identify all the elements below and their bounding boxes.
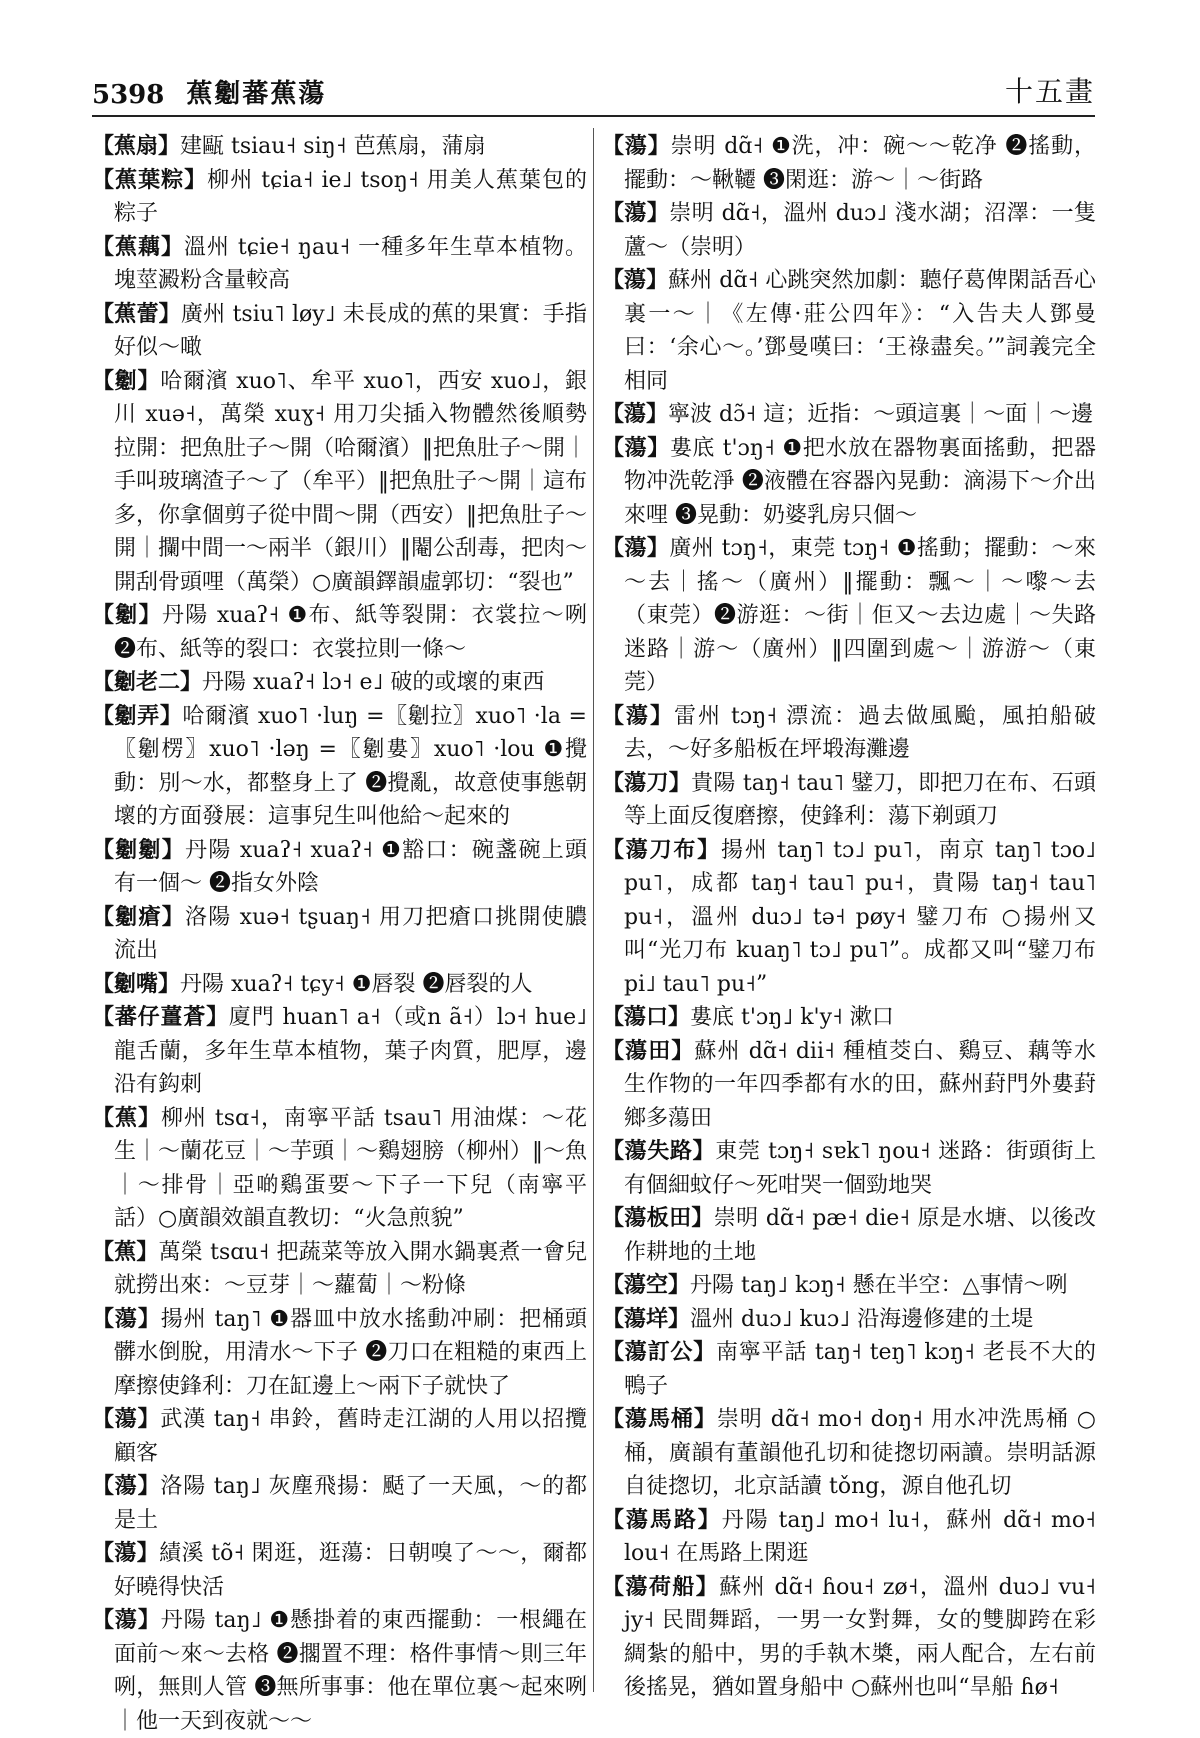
page-number: 5398 [92,80,165,110]
dictionary-entry [92,231,587,298]
dictionary-entry [92,901,587,968]
entry-headword: 【蕉藕】 [92,233,184,260]
entry-body: 丹陽 taŋ˩ ❶懸掛着的東西擺動：一根繩在面前～來～去格 ❷擱置不理：格件事情～則三年咧，無則人管 ❸無所事事：他在單位裏～起來咧｜他一天到夜就～～ [114,1608,587,1734]
dictionary-entry [92,599,587,666]
entry-headword: 【蕩垟】 [602,1305,691,1332]
entry-headword: 【蕩】 [602,133,671,159]
entry-headword: 【蕩】 [92,1305,161,1332]
entry-body: 溫州 tɕie˧ ŋau˧ 一種多年生草本植物。塊莖澱粉含量較高 [114,234,587,293]
dictionary-entry [602,1504,1096,1571]
entry-body: 哈爾濱 xuo˥、牟平 xuo˥，西安 xuo˩，銀川 xuə˧，萬榮 xuɣ˧ 用刀尖插入物體然後順勢拉開：把魚肚子～開（哈爾濱）‖把魚肚子～開｜手叫玻璃渣子～了（牟平）‖把魚肚子～開｜這布多，你拿個剪子從中間～開（西安）‖把魚肚子～開｜攔中間一～兩半（銀川）‖閹公刮毒，把肉～開刮骨頭哩（萬榮）○廣韻鐸韻虛郭切：“裂也” [114,368,588,595]
entry-body: 洛陽 taŋ˩ 灰塵飛揚：颳了一天風，～的都是土 [114,1474,587,1533]
entry-body: 柳州 tsɑ˧，南寧平話 tsau˥ 用油煤：～花生｜～蘭花豆｜～芋頭｜～鷄翅膀（柳州）‖～魚｜～排骨｜亞啲鷄蛋要～下子一下兒（南寧平話）○廣韻效韻直教切：“火急煎貌” [114,1105,588,1231]
page-header [92,60,1095,110]
entry-body: 廈門 huan˥ a˧（或n ã˧）lɔ˧ hue˩ 龍舌蘭，多年生草本植物，葉子肉質，肥厚，邊沿有鈎刺 [114,1005,587,1097]
entry-body: 貴陽 taŋ˧ tau˥ 鐾刀，即把刀在布、石頭等上面反復磨擦，使鋒利：蕩下剃頭刀 [624,770,1096,829]
section-label: 十五畫 [1004,75,1095,108]
dictionary-entry [602,130,1096,197]
entry-body: 崇明 dɑ̃˧，溫州 duɔ˩ 淺水湖；沼澤：一隻蘆～（崇明） [624,201,1096,260]
dictionary-entry [92,1102,587,1236]
entry-headword: 【蕩】 [602,267,669,293]
entry-headword: 【蕩】 [92,1473,161,1499]
entry-headword: 【蕩失路】 [602,1138,716,1164]
dictionary-entry [602,1269,1096,1303]
dictionary-entry [92,365,587,600]
entry-headword: 【蕩】 [602,434,670,461]
dictionary-entry [92,666,587,700]
dictionary-entry [602,1135,1096,1202]
entry-body: 丹陽 xuaʔ˧ lɔ˧ e˩ 破的或壞的東西 [202,670,545,695]
dictionary-entry [602,1336,1096,1403]
entry-body: 寧波 dɔ̃˧ 這；近指：～頭這裏｜～面｜～邊 [668,402,1094,427]
entry-headword: 【蕩刀布】 [602,836,721,863]
dictionary-entry [602,532,1096,700]
dictionary-entry [602,1403,1096,1504]
entry-headword: 【蕩訂公】 [602,1339,716,1365]
dictionary-entry [92,968,587,1002]
entry-body: 蘇州 dɑ̃˧ 心跳突然加劇：聽仔葛俾閑話吾心裏一～｜《左傳·莊公四年》：“入告夫人鄧曼曰：‘余心～。’鄧曼嘆曰：‘王祿盡矣。’”詞義完全相同 [624,268,1096,394]
entry-headword: 【蕉葉粽】 [92,166,208,193]
dictionary-entry [92,1001,587,1102]
entry-body: 溫州 duɔ˩ kuɔ˩ 沿海邊修建的土堤 [690,1306,1034,1332]
dictionary-entry [92,834,587,901]
dictionary-entry [92,1604,587,1738]
entry-headword: 【蕩】 [602,535,670,561]
entry-headword: 【劖老二】 [92,669,203,695]
entry-headword: 【劖瘡】 [92,903,185,930]
entry-headword: 【蕩刀】 [602,769,692,796]
dictionary-entry [602,432,1096,533]
right-column [602,130,1096,1700]
header-left [92,73,326,110]
entry-headword: 【蕉】 [92,1238,159,1265]
entry-headword: 【蕉蕾】 [92,300,181,327]
entry-headword: 【蕉】 [92,1104,161,1131]
entry-body: 東莞 tɔŋ˧ sɐk˥ ŋou˧ 迷路：街頭街上有個細蚊仔～死咁哭一個勁地哭 [624,1139,1096,1198]
dictionary-entry [92,1470,587,1537]
entry-body: 丹陽 taŋ˩ kɔŋ˧ 懸在半空：△事情～咧 [690,1273,1068,1298]
dictionary-entry [602,700,1096,767]
entry-body: 揚州 taŋ˥ ❶器皿中放水搖動冲刷：把桶頭髒水倒脫，用清水～下子 ❷刀口在粗糙的東西上摩擦使鋒利：刀在缸邊上～兩下子就快了 [114,1306,587,1399]
header-rule [92,115,1095,117]
dictionary-entry [602,1035,1096,1136]
entry-body: 丹陽 xuaʔ˧ xuaʔ˧ ❶豁口：碗盞碗上頭有一個～ ❷指女外陰 [114,837,587,896]
entry-headword: 【蕩】 [602,401,669,427]
entry-headword: 【蕩馬桶】 [602,1406,717,1432]
entry-body: 哈爾濱 xuo˥ ·luŋ =〖劖拉〗xuo˥ ·la =〖劖楞〗xuo˥ ·ləŋ =〖劖婁〗xuo˥ ·lou ❶攪動：別～水，都整身上了 ❷攪亂，故意使事態朝壞的方面發展：這事兒生叫他給～起來的 [114,703,587,829]
entry-headword: 【蕩口】 [602,1004,691,1030]
entry-body: 崇明 dɑ̃˧ mo˧ doŋ˧ 用水冲洗馬桶 ○桶，廣韻有董韻他孔切和徒揔切兩讀。崇明話源自徒揔切，北京話讀 tǒng，源自他孔切 [624,1407,1096,1499]
entry-body: 崇明 dɑ̃˧ ❶洗，冲：碗～～乾净 ❷搖動，擺動：～鞦韆 ❸閑逛：游～｜～街路 [624,134,1096,193]
entry-headword: 【劖弄】 [92,702,183,729]
column-divider [593,128,594,1692]
entry-body: 丹陽 xuaʔ˧ ❶布、紙等裂開：衣裳拉～咧 ❷布、紙等的裂口：衣裳拉則一條～ [114,603,587,662]
entry-body: 婁底 t'ɔŋ˧ ❶把水放在器物裏面搖動，把器物冲洗乾淨 ❷液體在容器內晃動：滴湯下～介出來哩 ❸晃動：奶婆乳房只個～ [624,435,1096,528]
dictionary-entry [92,1403,587,1470]
dictionary-entry [602,834,1096,1002]
entry-headword: 【蕩】 [92,1607,161,1633]
dictionary-entry [602,1001,1096,1035]
dictionary-entry [92,130,587,164]
entry-body: 洛陽 xuə˧ tʂuaŋ˧ 用刀把瘡口挑開使膿流出 [114,904,587,963]
entry-headword: 【蕩田】 [602,1037,695,1064]
dictionary-entry [92,1303,587,1404]
dictionary-entry [602,1303,1096,1337]
left-column [92,130,588,1734]
entry-body: 丹陽 xuaʔ˧ tɕy˧ ❶唇裂 ❷唇裂的人 [180,971,533,997]
dictionary-entry [602,767,1096,834]
dictionary-entry [92,1236,587,1303]
entry-body: 婁底 t'ɔŋ˩ k'y˧ 漱口 [690,1005,894,1030]
entry-body: 丹陽 taŋ˩ mo˧ lu˧，蘇州 dɑ̃˧ mo˧ lou˧ 在馬路上閑逛 [624,1507,1096,1566]
entry-headword: 【蕩】 [602,702,674,729]
entry-headword: 【蕩】 [92,1540,160,1566]
entry-body: 雷州 tɔŋ˧ 漂流：過去做風颱，風拍船破去，～好多船板在坪塅海灘邊 [624,703,1096,762]
entry-headword: 【蕩馬路】 [602,1506,722,1533]
entry-body: 崇明 dɑ̃˧ pæ˧ die˧ 原是水塘、以後改作耕地的土地 [624,1206,1096,1265]
entry-body: 蘇州 dɑ̃˧ dii˧ 種植茭白、鷄豆、藕等水生作物的一年四季都有水的田，蘇州葑門外婁葑鄉多蕩田 [624,1038,1096,1131]
entry-body: 建甌 tsiau˧ siŋ˧ 芭蕉扇，蒲扇 [180,134,486,159]
entry-body: 廣州 tsiu˥ løy˩ 未長成的蕉的果實：手指好似～噉 [114,301,587,360]
entry-body: 萬榮 tsɑu˧ 把蔬菜等放入開水鍋裏煮一會兒就撈出來：～豆芽｜～蘿蔔｜～粉條 [114,1239,587,1298]
entry-headword: 【蕩荷船】 [602,1573,720,1600]
dictionary-entry [602,264,1096,398]
header-head-characters: 蕉劖蕃蕉蕩 [186,79,327,109]
entry-headword: 【蕩空】 [602,1272,691,1298]
entry-headword: 【蕩】 [92,1406,161,1432]
dictionary-entry [92,700,587,834]
dictionary-entry [92,164,587,231]
dictionary-entry [92,1537,587,1604]
dictionary-entry [92,298,587,365]
entry-headword: 【劖】 [92,602,162,628]
entry-body: 柳州 tɕia˧ ie˩ tsoŋ˧ 用美人蕉葉包的粽子 [114,167,587,226]
entry-body: 廣州 tɔŋ˧，東莞 tɔŋ˧ ❶搖動；擺動：～來～去｜搖～（廣州）‖擺動：飄～｜～嚟～去（東莞）❷游逛：～街｜佢又～去边處｜～失路迷路｜游～（廣州）‖四圍到處～｜游游～（東莞） [624,536,1096,695]
entry-body: 揚州 taŋ˥ tɔ˩ pu˥，南京 taŋ˥ tɔo˩ pu˥，成都 taŋ˧ tau˥ pu˧，貴陽 taŋ˧ tau˥ pu˧，溫州 duɔ˩ tə˧ pøy˧ 鐾刀布 ○揚州又叫“光刀布 kuaŋ˥ tɔ˩ pu˥”。成都又叫“鐾刀布 pi˩ tau˥ pu˧” [624,837,1096,997]
entry-body: 績溪 tõ˧ 閑逛，逛蕩：日朝嗅了～～，爾都好曉得快活 [114,1541,587,1600]
dictionary-entry [602,1202,1096,1269]
entry-body: 蘇州 dɑ̃˧ ɦou˧ zø˧，溫州 duɔ˩ vu˧ jy˧ 民間舞蹈，一男一女對舞，女的雙脚跨在彩綢紮的船中，男的手執木槳，兩人配合，左右前後搖晃，猶如置身船中 ○蘇州也叫“旱船 ɦø˧ [624,1574,1096,1700]
entry-body: 武漢 taŋ˧ 串鈴，舊時走江湖的人用以招攬顧客 [114,1407,587,1466]
entry-headword: 【蕩板田】 [602,1205,714,1231]
entry-headword: 【蕉扇】 [92,133,181,159]
dictionary-entry [602,1571,1096,1705]
entry-headword: 【劖】 [92,367,161,394]
dictionary-entry [602,398,1096,432]
entry-headword: 【劖嘴】 [92,970,181,997]
dictionary-entry [602,197,1096,264]
entry-headword: 【蕃仔薑蒼】 [92,1004,229,1030]
entry-body: 南寧平話 taŋ˧ teŋ˥ kɔŋ˧ 老長不大的鴨子 [624,1340,1096,1399]
entry-headword: 【蕩】 [602,200,670,226]
entry-headword: 【劖劖】 [92,836,186,863]
